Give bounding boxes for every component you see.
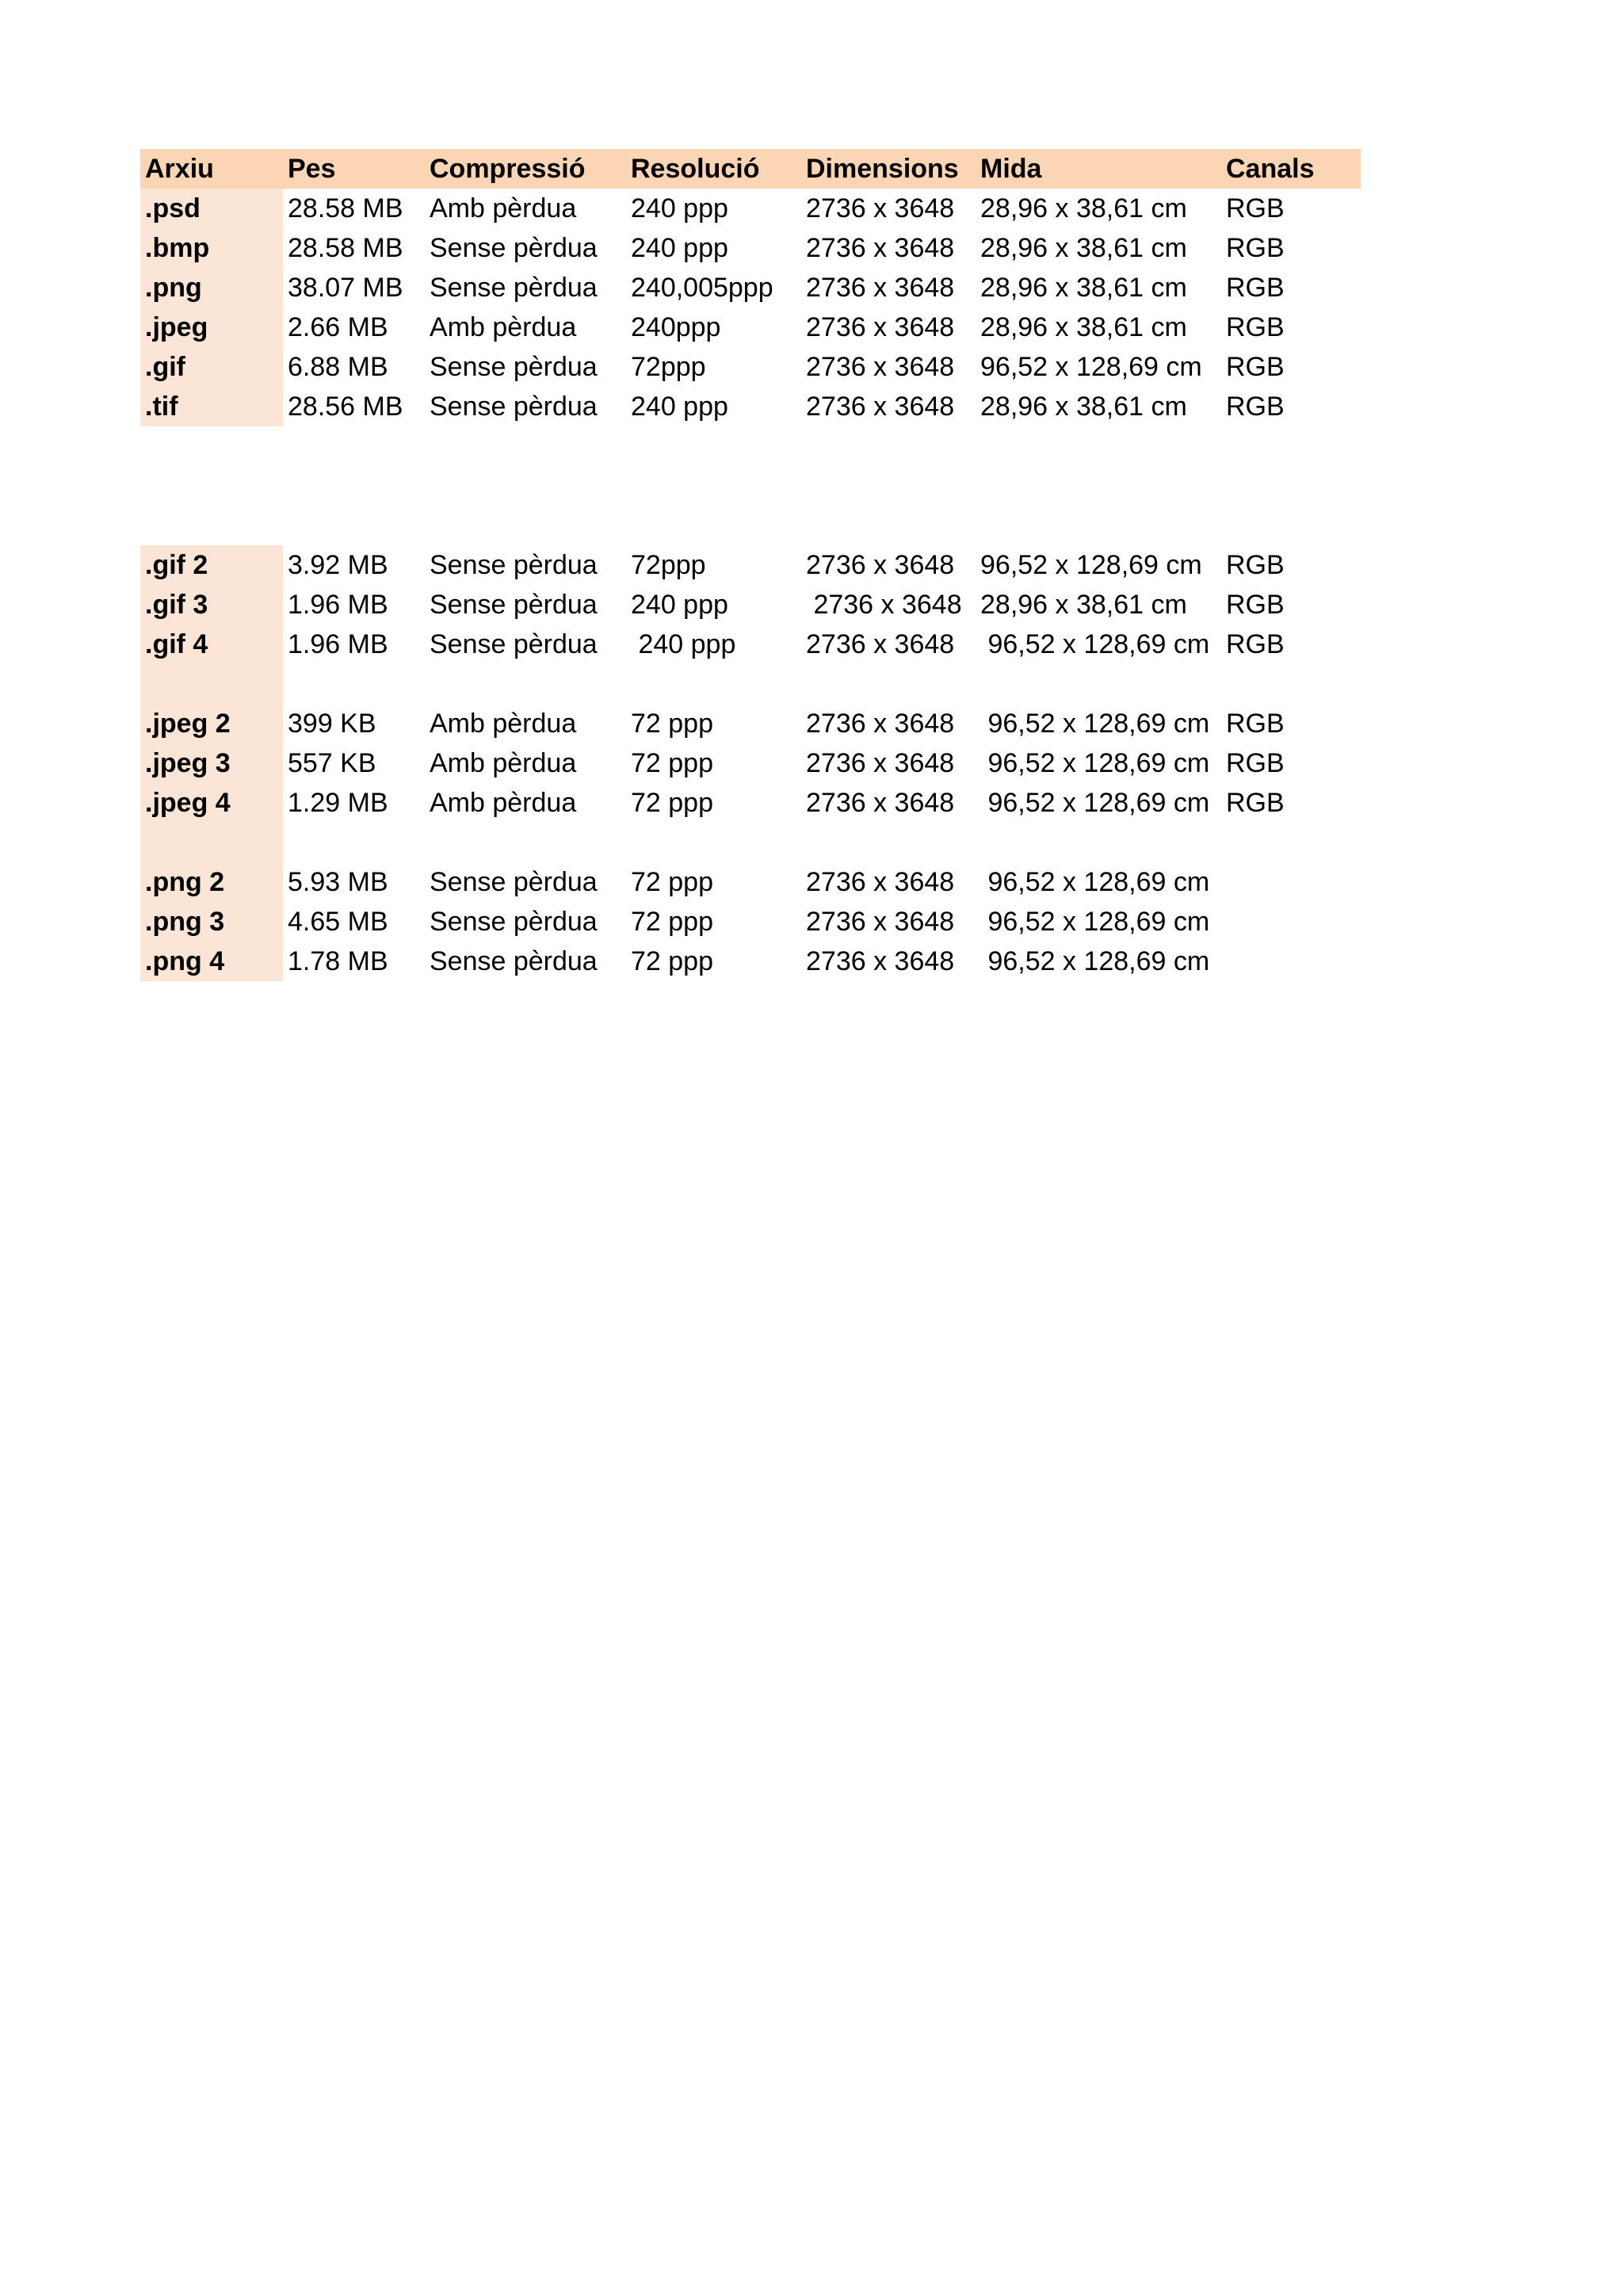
header-resolucio: Resolució — [626, 149, 801, 189]
table-row — [140, 545, 1361, 585]
cell-compressio: Sense pèrdua — [430, 907, 598, 937]
cell-pes: 1.96 MB — [288, 629, 388, 659]
cell-pes: 28.58 MB — [288, 233, 403, 263]
cell-compressio: Sense pèrdua — [430, 867, 598, 897]
cell-canals: RGB — [1226, 590, 1285, 620]
empty-cell — [425, 664, 626, 704]
cell-compressio: Sense pèrdua — [430, 352, 598, 382]
empty-cell — [140, 426, 283, 545]
empty-cell — [1221, 426, 1361, 545]
header-arxiu: Arxiu — [140, 149, 283, 189]
cell-arxiu: .psd — [140, 189, 283, 228]
cell-compressio: Sense pèrdua — [430, 392, 598, 422]
cell-dimensions: 2736 x 3648 — [806, 629, 955, 659]
empty-cell — [801, 426, 976, 545]
spacer-row — [140, 823, 1361, 862]
table-row — [140, 862, 1361, 902]
cell-arxiu: .gif 4 — [140, 625, 283, 664]
empty-cell — [976, 426, 1221, 545]
cell-resolucio: 240 ppp — [631, 233, 728, 263]
cell-compressio: Sense pèrdua — [430, 946, 598, 976]
cell-mida: 28,96 x 38,61 cm — [980, 273, 1187, 303]
cell-compressio: Sense pèrdua — [430, 629, 598, 659]
table-row — [140, 268, 1361, 308]
table-body — [140, 189, 1361, 981]
cell-mida: 96,52 x 128,69 cm — [980, 867, 1210, 897]
cell-resolucio: 240 ppp — [631, 193, 728, 223]
cell-canals: RGB — [1226, 748, 1285, 778]
cell-pes: 1.96 MB — [288, 590, 388, 620]
cell-dimensions: 2736 x 3648 — [806, 709, 955, 739]
cell-arxiu: .tif — [140, 387, 283, 426]
cell-resolucio: 240ppp — [631, 312, 721, 342]
empty-cell — [801, 664, 976, 704]
cell-arxiu: .jpeg 3 — [140, 743, 283, 783]
cell-pes: 399 KB — [288, 709, 376, 739]
cell-arxiu: .gif 2 — [140, 545, 283, 585]
cell-dimensions: 2736 x 3648 — [806, 590, 962, 620]
cell-pes: 28.56 MB — [288, 392, 403, 422]
cell-mida: 28,96 x 38,61 cm — [980, 193, 1187, 223]
cell-resolucio: 72 ppp — [631, 867, 713, 897]
cell-resolucio: 240 ppp — [631, 590, 728, 620]
cell-dimensions: 2736 x 3648 — [806, 946, 955, 976]
empty-cell — [626, 426, 801, 545]
cell-compressio: Sense pèrdua — [430, 273, 598, 303]
spacer-row — [140, 664, 1361, 704]
cell-arxiu: .png 3 — [140, 902, 283, 942]
cell-compressio: Amb pèrdua — [430, 193, 577, 223]
cell-resolucio: 72 ppp — [631, 788, 713, 818]
cell-canals: RGB — [1226, 193, 1285, 223]
empty-cell — [283, 664, 425, 704]
cell-canals: RGB — [1226, 273, 1285, 303]
cell-dimensions: 2736 x 3648 — [806, 550, 955, 580]
cell-canals: RGB — [1226, 550, 1285, 580]
table-row — [140, 347, 1361, 387]
empty-cell — [1221, 664, 1361, 704]
cell-arxiu: .png 4 — [140, 942, 283, 981]
cell-resolucio: 72 ppp — [631, 709, 713, 739]
cell-mida: 28,96 x 38,61 cm — [980, 392, 1187, 422]
cell-canals: RGB — [1226, 312, 1285, 342]
cell-arxiu: .jpeg 4 — [140, 783, 283, 823]
spreadsheet — [140, 149, 1361, 981]
table-row — [140, 743, 1361, 783]
cell-canals: RGB — [1226, 233, 1285, 263]
cell-compressio: Amb pèrdua — [430, 312, 577, 342]
header-pes: Pes — [283, 149, 425, 189]
file-formats-table — [140, 149, 1361, 981]
table-row — [140, 783, 1361, 823]
header-canals: Canals — [1221, 149, 1361, 189]
cell-pes: 4.65 MB — [288, 907, 388, 937]
cell-pes: 1.29 MB — [288, 788, 388, 818]
cell-canals — [1221, 862, 1361, 902]
cell-dimensions: 2736 x 3648 — [806, 392, 955, 422]
header-row — [140, 149, 1361, 189]
cell-compressio: Sense pèrdua — [430, 550, 598, 580]
cell-mida: 96,52 x 128,69 cm — [980, 550, 1202, 580]
cell-resolucio: 72ppp — [631, 352, 706, 382]
empty-cell — [283, 426, 425, 545]
cell-resolucio: 72ppp — [631, 550, 706, 580]
header-compressio: Compressió — [425, 149, 626, 189]
cell-dimensions: 2736 x 3648 — [806, 907, 955, 937]
cell-mida: 96,52 x 128,69 cm — [980, 788, 1210, 818]
cell-dimensions: 2736 x 3648 — [806, 788, 955, 818]
empty-cell — [976, 823, 1221, 862]
gap-row — [140, 426, 1361, 545]
cell-arxiu: .jpeg 2 — [140, 704, 283, 743]
cell-pes: 38.07 MB — [288, 273, 403, 303]
cell-resolucio: 240,005ppp — [631, 273, 773, 303]
table-row — [140, 625, 1361, 664]
cell-resolucio: 240 ppp — [631, 629, 736, 659]
empty-cell — [1221, 823, 1361, 862]
cell-mida: 28,96 x 38,61 cm — [980, 590, 1187, 620]
cell-resolucio: 72 ppp — [631, 946, 713, 976]
empty-cell — [425, 426, 626, 545]
cell-resolucio: 240 ppp — [631, 392, 728, 422]
cell-dimensions: 2736 x 3648 — [806, 312, 955, 342]
empty-cell — [425, 823, 626, 862]
table-row — [140, 228, 1361, 268]
cell-mida: 96,52 x 128,69 cm — [980, 352, 1202, 382]
empty-cell — [140, 664, 283, 704]
cell-dimensions: 2736 x 3648 — [806, 748, 955, 778]
cell-arxiu: .gif 3 — [140, 585, 283, 625]
table-row — [140, 585, 1361, 625]
cell-compressio: Sense pèrdua — [430, 590, 598, 620]
cell-mida: 96,52 x 128,69 cm — [980, 709, 1210, 739]
cell-dimensions: 2736 x 3648 — [806, 867, 955, 897]
cell-compressio: Amb pèrdua — [430, 748, 577, 778]
cell-canals: RGB — [1226, 788, 1285, 818]
cell-dimensions: 2736 x 3648 — [806, 193, 955, 223]
cell-pes: 1.78 MB — [288, 946, 388, 976]
cell-canals: RGB — [1226, 352, 1285, 382]
cell-compressio: Amb pèrdua — [430, 788, 577, 818]
table-row — [140, 387, 1361, 426]
cell-arxiu: .png 2 — [140, 862, 283, 902]
cell-dimensions: 2736 x 3648 — [806, 273, 955, 303]
cell-canals: RGB — [1226, 392, 1285, 422]
empty-cell — [140, 823, 283, 862]
cell-mida: 96,52 x 128,69 cm — [980, 748, 1210, 778]
cell-pes: 6.88 MB — [288, 352, 388, 382]
cell-pes: 5.93 MB — [288, 867, 388, 897]
cell-dimensions: 2736 x 3648 — [806, 352, 955, 382]
header-mida: Mida — [976, 149, 1221, 189]
cell-arxiu: .jpeg — [140, 308, 283, 347]
table-row — [140, 902, 1361, 942]
cell-pes: 3.92 MB — [288, 550, 388, 580]
cell-mida: 96,52 x 128,69 cm — [980, 946, 1210, 976]
cell-resolucio: 72 ppp — [631, 748, 713, 778]
cell-mida: 28,96 x 38,61 cm — [980, 233, 1187, 263]
header-dimensions: Dimensions — [801, 149, 976, 189]
cell-arxiu: .gif — [140, 347, 283, 387]
cell-canals — [1221, 902, 1361, 942]
table-row — [140, 189, 1361, 228]
cell-resolucio: 72 ppp — [631, 907, 713, 937]
cell-canals: RGB — [1226, 629, 1285, 659]
table-row — [140, 942, 1361, 981]
cell-canals: RGB — [1226, 709, 1285, 739]
empty-cell — [801, 823, 976, 862]
cell-canals — [1221, 942, 1361, 981]
cell-mida: 96,52 x 128,69 cm — [980, 907, 1210, 937]
cell-arxiu: .png — [140, 268, 283, 308]
cell-compressio: Amb pèrdua — [430, 709, 577, 739]
cell-pes: 557 KB — [288, 748, 376, 778]
cell-arxiu: .bmp — [140, 228, 283, 268]
cell-dimensions: 2736 x 3648 — [806, 233, 955, 263]
empty-cell — [626, 823, 801, 862]
empty-cell — [283, 823, 425, 862]
cell-pes: 2.66 MB — [288, 312, 388, 342]
cell-pes: 28.58 MB — [288, 193, 403, 223]
table-row — [140, 704, 1361, 743]
empty-cell — [626, 664, 801, 704]
table-row — [140, 308, 1361, 347]
cell-compressio: Sense pèrdua — [430, 233, 598, 263]
cell-mida: 96,52 x 128,69 cm — [980, 629, 1210, 659]
cell-mida: 28,96 x 38,61 cm — [980, 312, 1187, 342]
empty-cell — [976, 664, 1221, 704]
